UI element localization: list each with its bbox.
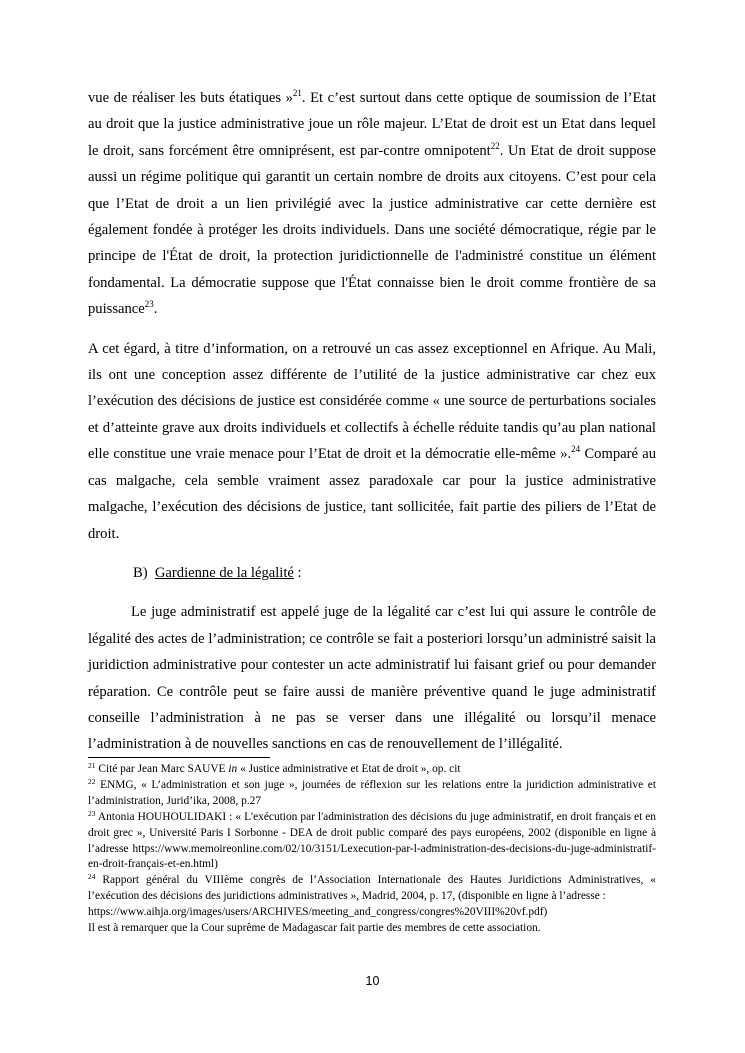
- footnote-ref-21[interactable]: 21: [292, 88, 302, 98]
- paragraph-text: . Et c’est surtout dans cette optique de soumission de l’Etat au droit que la justice administrative joue un rôle majeur. L’Etat de droit est un Etat dans lequel le droit, sans forcément être omniprésent, est par-contre omnipotent: [88, 90, 657, 159]
- footnote-text: Antonia HOUHOULIDAKI : « L'exécution par l'administration des décisions du juge administratif, en droit français et en droit grec », Université Paris I Sorbonne - DEA de droit public comparé des pays européens, 2002 (disponible en ligne à l’adresse https://www.memoireonline.com/02/10/3151/Lexecution-par-l-administration-des-decisions-du-juge-administratif-en-droit-français-et-en.html): [88, 810, 656, 871]
- paragraph-text: Comparé au cas malgache, cela semble vraiment assez paradoxale car pour la justice administrative malgache, l’exécution des décisions de justice, tant sollicitée, fait partie des piliers de l’Etat de droit.: [88, 446, 656, 542]
- heading-suffix: :: [293, 564, 302, 581]
- footnote-24-link[interactable]: https://www.aihja.org/images/users/ARCHIVES/meeting_and_congress/congres%20VIII%20vf.pdf): [88, 906, 548, 919]
- footnotes: [88, 762, 656, 937]
- section-heading: [88, 560, 656, 586]
- footnote-text: Rapport général du VIIIème congrès de l’Association Internationale des Hautes Juridictions Administratives, « l’exécution des décisions des juridictions administratives », Madrid, 2004, p. 17, (disponible en ligne à l’adresse :: [88, 874, 656, 903]
- paragraph-mali: [88, 336, 656, 547]
- paragraph-juge-legalite: Le juge administratif est appelé juge de la légalité car c’est lui qui assure le contrôle de légalité des actes de l’administration; ce contrôle se fait a posteriori lorsqu’un administré saisit la juridiction administrative pour contester un acte administratif lui faisant grief ou pour demander réparation. Ce contrôle peut se faire aussi de manière préventive quand le juge administratif conseille l’administration à ne pas se verser dans une illégalité ou lorsqu’il menace l’administration à de nouvelles sanctions en cas de renouvellement de l’illégalité.: [88, 604, 656, 753]
- footnote-21: [88, 762, 656, 778]
- footnote-23: [88, 810, 656, 874]
- heading-prefix: B): [133, 564, 148, 581]
- footnote-ref-22[interactable]: 22: [490, 140, 500, 151]
- paragraph-etat-de-droit: [88, 85, 656, 323]
- footnote-number: 23: [88, 808, 96, 818]
- footnote-number: 21: [88, 761, 96, 770]
- footnote-italic: in: [228, 763, 238, 775]
- footnote-separator: [88, 757, 270, 758]
- footnote-22: [88, 778, 656, 810]
- footnote-number: 22: [88, 776, 96, 786]
- footnote-ref-23[interactable]: 23: [144, 299, 154, 310]
- paragraph-text: vue de réaliser les buts étatiques »: [88, 90, 293, 106]
- page-number: 10: [365, 974, 380, 988]
- heading-title: Gardienne de la légalité: [154, 564, 294, 581]
- footnote-text: « Justice administrative et Etat de droit », op. cit: [237, 763, 461, 775]
- paragraph-text: .: [153, 301, 158, 318]
- footnote-text: Cité par Jean Marc SAUVE: [95, 763, 229, 775]
- main-text: [88, 85, 656, 771]
- footnote-24-note: Il est à remarquer que la Cour suprême de Madagascar fait partie des membres de cette association.: [88, 922, 541, 935]
- paragraph-text: . Un Etat de droit suppose aussi un régime politique qui garantit un certain nombre de droits aux citoyens. C’est pour cela que l’Etat de droit a un lien privilégié avec la justice administrative car cette dernière est également fondée à protéger les droits individuels. Dans une société démocratique, régie par le principe de l'État de droit, la protection juridictionnelle de l'administré constitue un élément fondamental. La démocratie suppose que l'État connaisse bien le droit comme frontière de sa puissance: [88, 142, 656, 318]
- footnote-24: [88, 873, 656, 905]
- footnote-text: ENMG, « L’administration et son juge », journées de réflexion sur les relations entre la juridiction administrative et l’administration, Jurid’ika, 2008, p.27: [88, 778, 656, 807]
- footnote-number: 24: [88, 872, 96, 882]
- footnote-ref-24[interactable]: 24: [571, 444, 581, 455]
- paragraph-text: A cet égard, à titre d’information, on a retrouvé un cas assez exceptionnel en Afrique. Au Mali, ils ont une conception assez différente de l’utilité de la justice administrative car chez eux l’exécution des décisions de justice est considérée comme « une source de perturbations sociales et d’atteinte grave aux droits individuels et collectifs à échelle réduite tandis qu’au plan national elle constitue une vraie menace pour l’Etat de droit et la démocratie elle-même ».: [88, 340, 656, 463]
